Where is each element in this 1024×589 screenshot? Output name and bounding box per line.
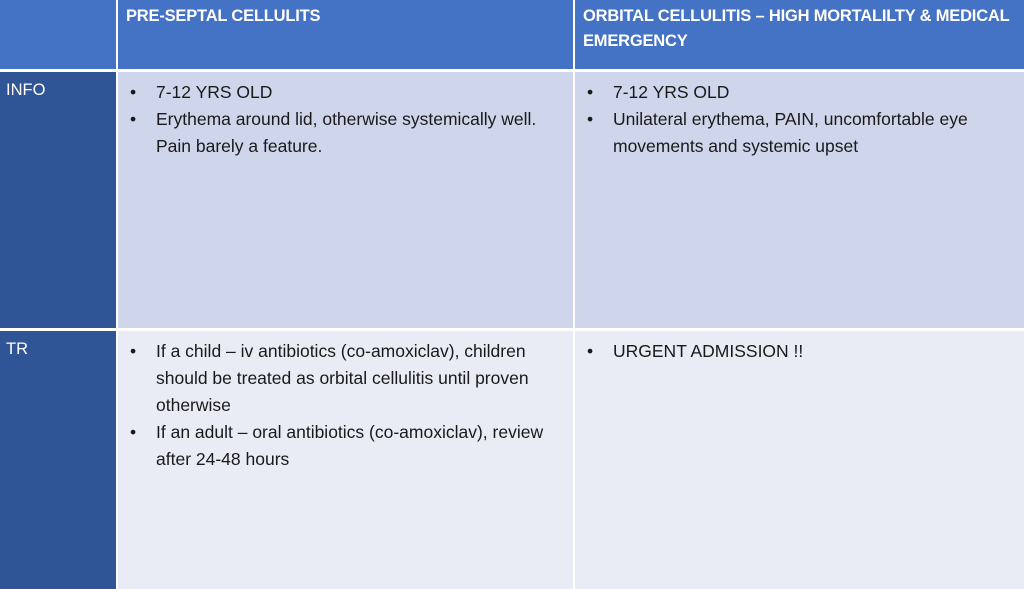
list-item-text: If an adult – oral antibiotics (co-amoxiclav), review after 24-48 hours — [156, 422, 544, 469]
bullet-icon: • — [130, 422, 137, 442]
table-corner-cell — [0, 0, 116, 69]
list-item-text: Erythema around lid, otherwise systemically well. Pain barely a feature. — [156, 109, 537, 156]
info-orbital-cell — [575, 72, 1024, 328]
list-item — [126, 106, 563, 160]
list-item-text: Unilateral erythema, PAIN, uncomfortable eye movements and systemic upset — [613, 109, 968, 156]
list-item-text: URGENT ADMISSION !! — [613, 341, 804, 361]
row-header-info: INFO — [0, 72, 116, 328]
bullet-list — [583, 79, 1014, 160]
list-item — [583, 79, 1014, 106]
list-item — [126, 338, 563, 419]
bullet-icon: • — [587, 109, 594, 129]
row-header-tr: TR — [0, 331, 116, 589]
list-item — [583, 338, 1014, 365]
column-header-preseptal: PRE-SEPTAL CELLULITS — [118, 0, 573, 69]
tr-orbital-cell — [575, 331, 1024, 589]
bullet-icon: • — [130, 341, 137, 361]
info-preseptal-cell — [118, 72, 573, 328]
list-item — [126, 419, 563, 473]
bullet-icon: • — [587, 341, 594, 361]
list-item — [583, 106, 1014, 160]
list-item-text: 7-12 YRS OLD — [156, 82, 273, 102]
list-item — [126, 79, 563, 106]
list-item-text: 7-12 YRS OLD — [613, 82, 730, 102]
bullet-list — [126, 79, 563, 160]
tr-preseptal-cell — [118, 331, 573, 589]
list-item-text: If a child – iv antibiotics (co-amoxiclav), children should be treated as orbital cellulitis until proven otherwise — [156, 341, 529, 415]
bullet-icon: • — [130, 109, 137, 129]
bullet-list — [583, 338, 1014, 365]
column-header-orbital: ORBITAL CELLULITIS – HIGH MORTALILTY & MEDICAL EMERGENCY — [575, 0, 1024, 69]
bullet-icon: • — [130, 82, 137, 102]
bullet-list — [126, 338, 563, 473]
bullet-icon: • — [587, 82, 594, 102]
